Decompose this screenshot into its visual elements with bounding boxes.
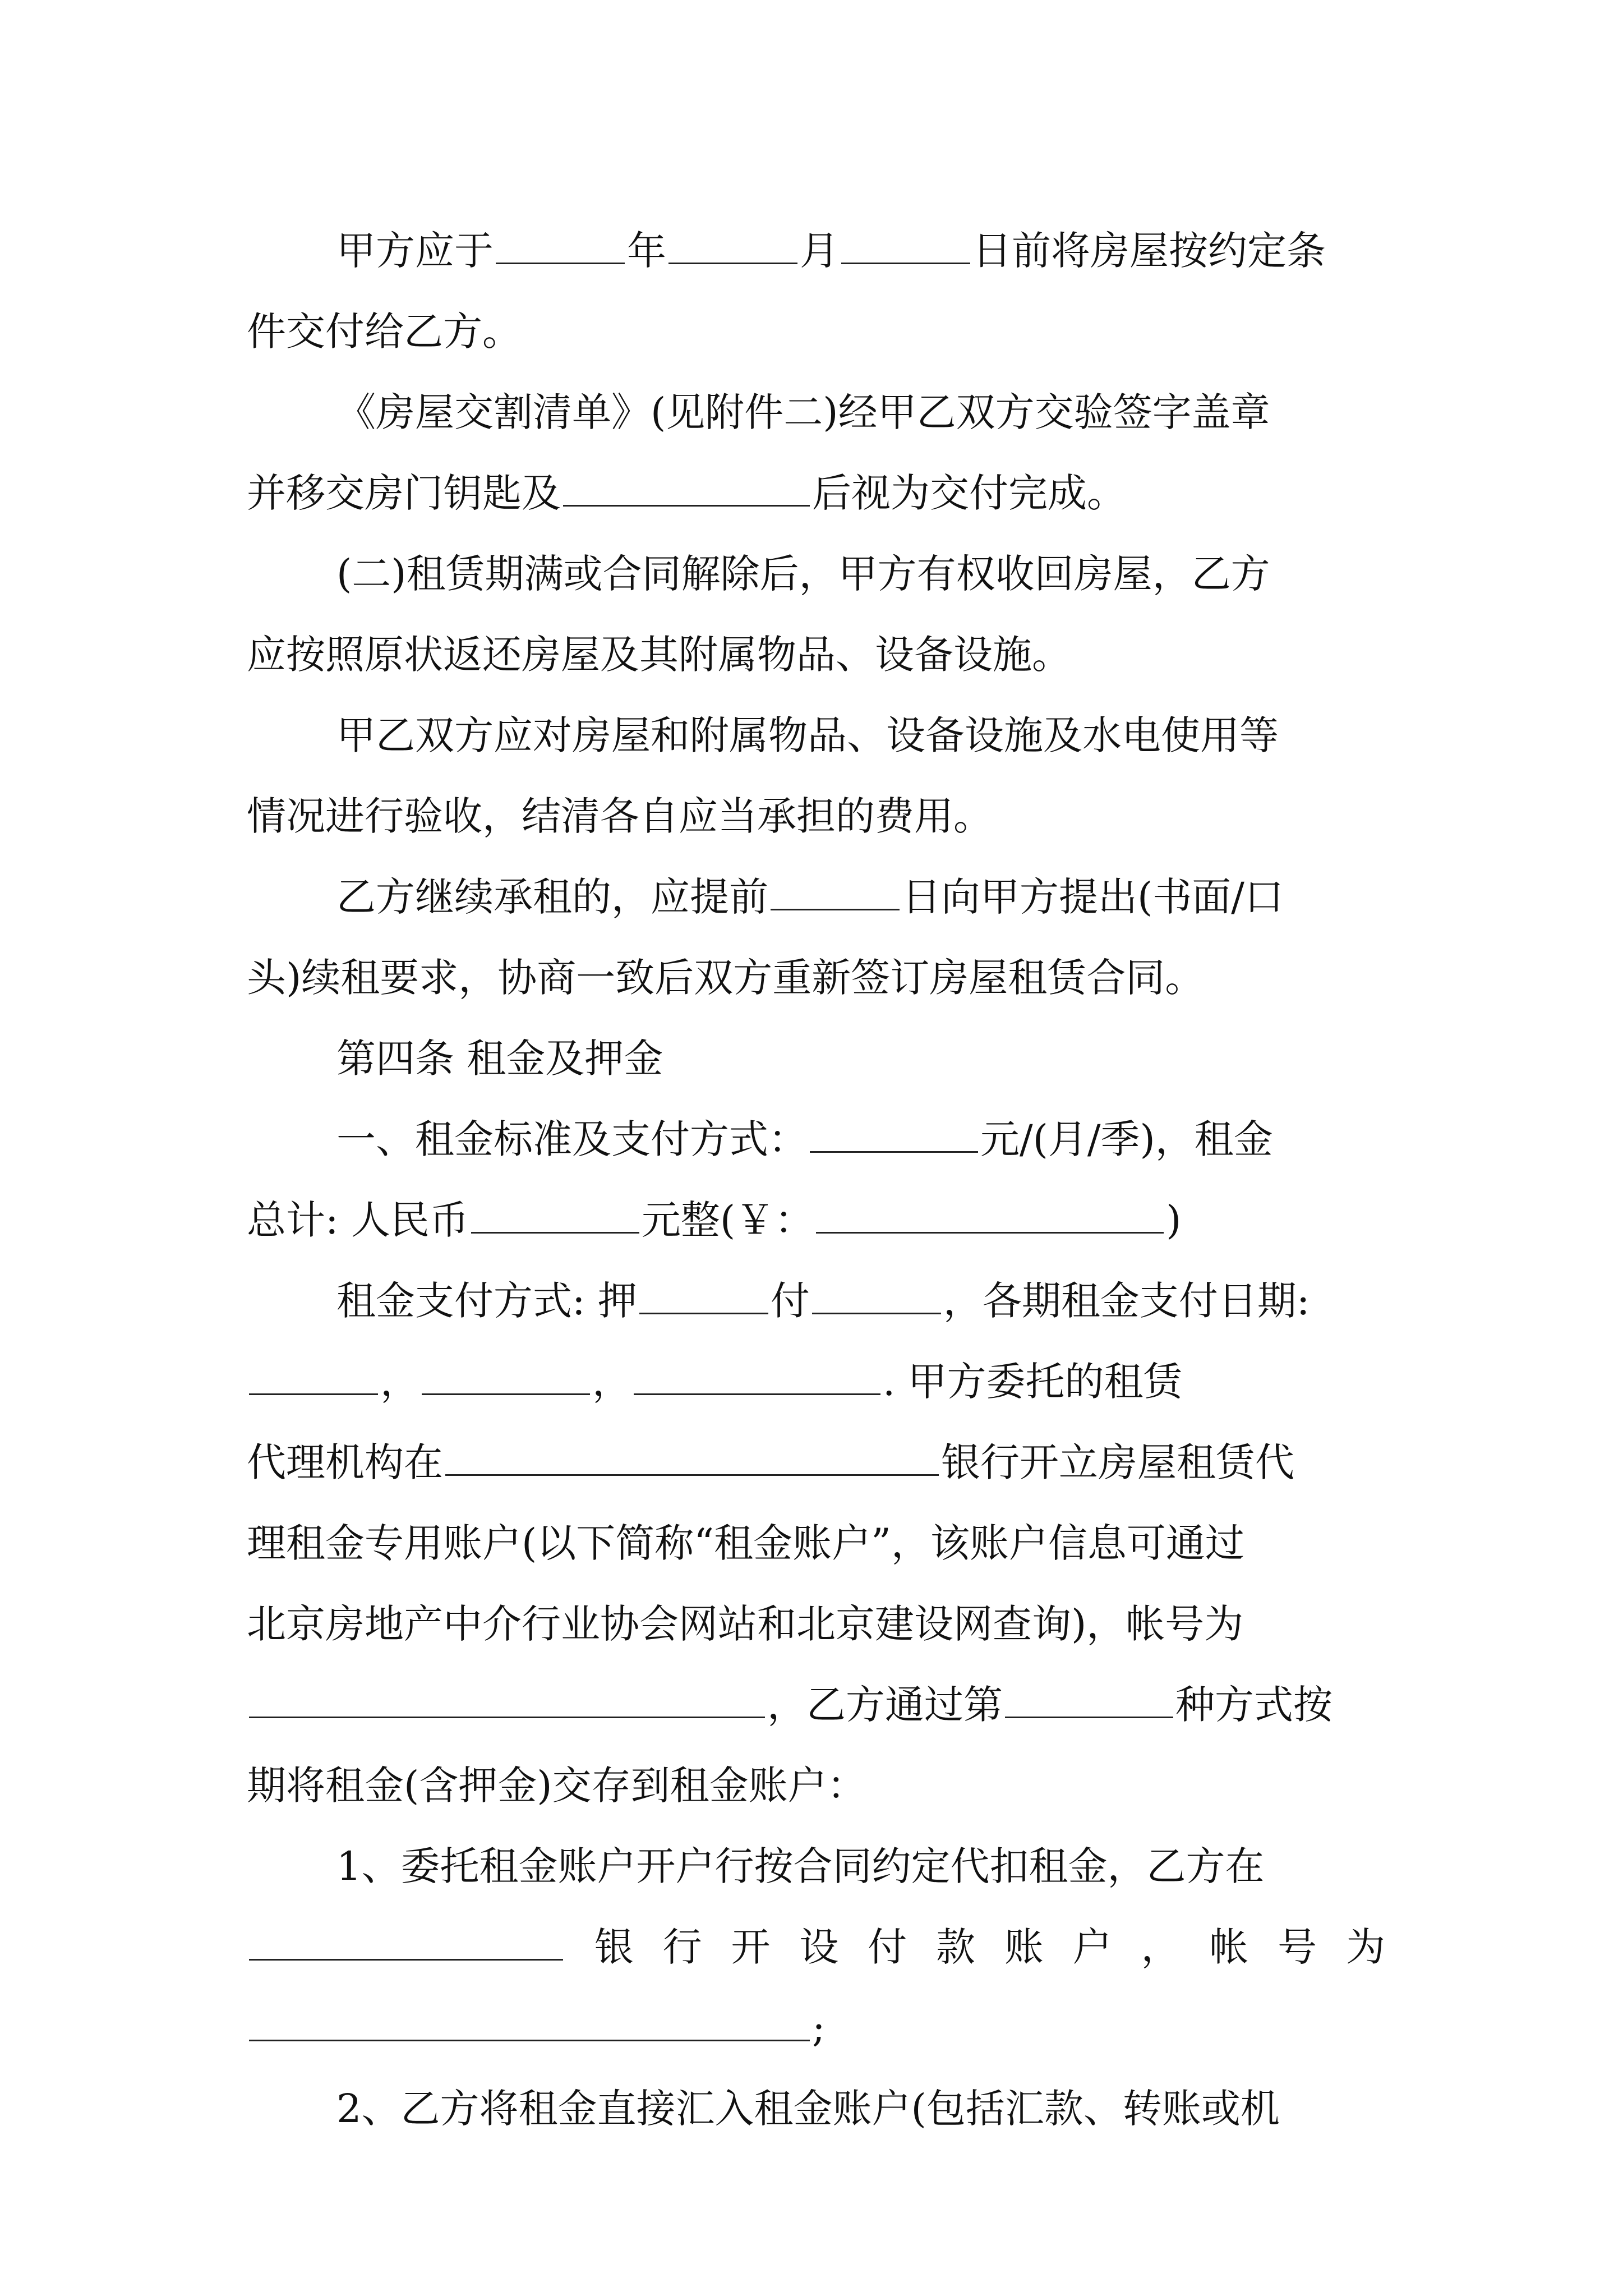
text-line bbox=[247, 1341, 1385, 1422]
text-segment: 1、委托租金账户开户行按合同约定代扣租金，乙方在 bbox=[336, 1843, 1265, 1889]
blank-field bbox=[249, 1676, 765, 1718]
text-segment: 总计: 人民币 bbox=[247, 1197, 469, 1243]
text-line bbox=[247, 776, 1385, 857]
text-segment: 租金支付方式: 押 bbox=[336, 1278, 637, 1324]
text-segment: 年 bbox=[627, 228, 666, 274]
text-segment: ，各期租金支付日期: bbox=[943, 1278, 1310, 1324]
text-line bbox=[247, 614, 1385, 695]
spaced-char: 行 bbox=[662, 1924, 702, 1970]
text-segment: 件交付给乙方。 bbox=[247, 309, 522, 355]
spaced-char: 户 bbox=[1072, 1924, 1112, 1970]
text-segment: 第四条 租金及押金 bbox=[336, 1036, 663, 1082]
text-line bbox=[247, 1584, 1385, 1664]
text-segment: 日向甲方提出(书面/口 bbox=[902, 874, 1284, 920]
blank-field bbox=[841, 222, 970, 264]
text-segment: 后视为交付完成。 bbox=[812, 470, 1126, 516]
text-segment: 元/(月/季)，租金 bbox=[980, 1116, 1273, 1162]
spaced-char: 款 bbox=[935, 1924, 975, 1970]
section-heading bbox=[247, 1018, 1385, 1099]
text-segment: ，乙方通过第 bbox=[767, 1682, 1003, 1728]
spaced-char: 付 bbox=[868, 1924, 907, 1970]
text-line bbox=[247, 1987, 1385, 2068]
text-segment: 银行开立房屋租赁代 bbox=[941, 1439, 1294, 1485]
text-segment: . 甲方委托的租赁 bbox=[883, 1359, 1183, 1405]
blank-field bbox=[422, 1353, 590, 1395]
spaced-char: 为 bbox=[1345, 1924, 1385, 1970]
text-line bbox=[247, 695, 1385, 776]
text-line bbox=[247, 937, 1385, 1018]
spaced-char: 开 bbox=[731, 1924, 771, 1970]
text-segment: 应按照原状返还房屋及其附属物品、设备设施。 bbox=[247, 632, 1071, 678]
text-line bbox=[247, 1664, 1385, 1745]
text-line bbox=[247, 210, 1385, 291]
text-line bbox=[247, 1422, 1385, 1503]
text-line bbox=[247, 372, 1385, 453]
spaced-char: 号 bbox=[1278, 1924, 1317, 1970]
text-line bbox=[247, 1180, 1385, 1260]
text-segment: 日前将房屋按约定条 bbox=[972, 228, 1326, 274]
text-segment: 期将租金(含押金)交存到租金账户： bbox=[247, 1763, 866, 1809]
blank-field bbox=[471, 1191, 639, 1234]
text-segment: 付 bbox=[770, 1278, 810, 1324]
blank-field bbox=[249, 1999, 810, 2041]
text-segment: 情况进行验收，结清各自应当承担的费用。 bbox=[247, 793, 993, 839]
blank-field bbox=[563, 464, 810, 507]
text-line bbox=[247, 857, 1385, 937]
text-line bbox=[247, 1260, 1385, 1341]
text-segment: 北京房地产中介行业协会网站和北京建设网查询)，帐号为 bbox=[247, 1601, 1244, 1647]
text-segment: 乙方继续承租的，应提前 bbox=[336, 874, 768, 920]
blank-field bbox=[496, 222, 625, 264]
blank-field bbox=[639, 1272, 768, 1314]
blank-field bbox=[445, 1434, 939, 1476]
text-line bbox=[247, 533, 1385, 614]
blank-field bbox=[249, 1918, 563, 1961]
text-segment: 理租金专用账户(以下简称“租金账户”，该账户信息可通过 bbox=[247, 1520, 1244, 1566]
text-segment: ) bbox=[1166, 1197, 1182, 1243]
text-line bbox=[247, 1099, 1385, 1180]
text-line bbox=[247, 1503, 1385, 1584]
spaced-char: ， bbox=[1141, 1924, 1181, 1970]
text-segment: (二)租赁期满或合同解除后，甲方有权收回房屋，乙方 bbox=[336, 551, 1270, 597]
text-segment: ， bbox=[380, 1359, 419, 1405]
text-segment: 《房屋交割清单》(见附件二)经甲乙双方交验签字盖章 bbox=[336, 389, 1270, 435]
text-segment: 甲方应于 bbox=[336, 228, 494, 274]
blank-field bbox=[634, 1353, 880, 1395]
text-line bbox=[247, 1907, 1385, 1987]
spaced-char: 银 bbox=[594, 1924, 634, 1970]
text-line bbox=[247, 1745, 1385, 1826]
blank-field bbox=[771, 868, 900, 910]
blank-field bbox=[249, 1353, 378, 1395]
text-line bbox=[247, 1826, 1385, 1907]
blank-field bbox=[668, 222, 797, 264]
text-segment: 元整(￥： bbox=[641, 1197, 814, 1243]
text-line bbox=[247, 453, 1385, 533]
text-line bbox=[247, 291, 1385, 372]
text-segment: ; bbox=[812, 2005, 826, 2051]
blank-field bbox=[816, 1191, 1164, 1234]
text-segment: 月 bbox=[800, 228, 839, 274]
text-segment: 一、租金标准及支付方式： bbox=[336, 1116, 808, 1162]
text-segment: 代理机构在 bbox=[247, 1439, 443, 1485]
document-page bbox=[247, 210, 1385, 2149]
text-segment: 甲乙双方应对房屋和附属物品、设备设施及水电使用等 bbox=[336, 712, 1279, 758]
spaced-char: 帐 bbox=[1209, 1924, 1249, 1970]
text-segment: 2、乙方将租金直接汇入租金账户(包括汇款、转账或机 bbox=[336, 2086, 1280, 2132]
blank-field bbox=[812, 1272, 941, 1314]
text-line bbox=[247, 2068, 1385, 2149]
text-segment: 种方式按 bbox=[1175, 1682, 1332, 1728]
spaced-char: 设 bbox=[799, 1924, 839, 1970]
blank-field bbox=[810, 1111, 978, 1153]
spaced-char: 账 bbox=[1004, 1924, 1044, 1970]
blank-field bbox=[1005, 1676, 1173, 1718]
text-segment: 并移交房门钥匙及 bbox=[247, 470, 561, 516]
text-segment: ， bbox=[592, 1359, 631, 1405]
text-segment: 头)续租要求，协商一致后双方重新签订房屋租赁合同。 bbox=[247, 955, 1205, 1001]
